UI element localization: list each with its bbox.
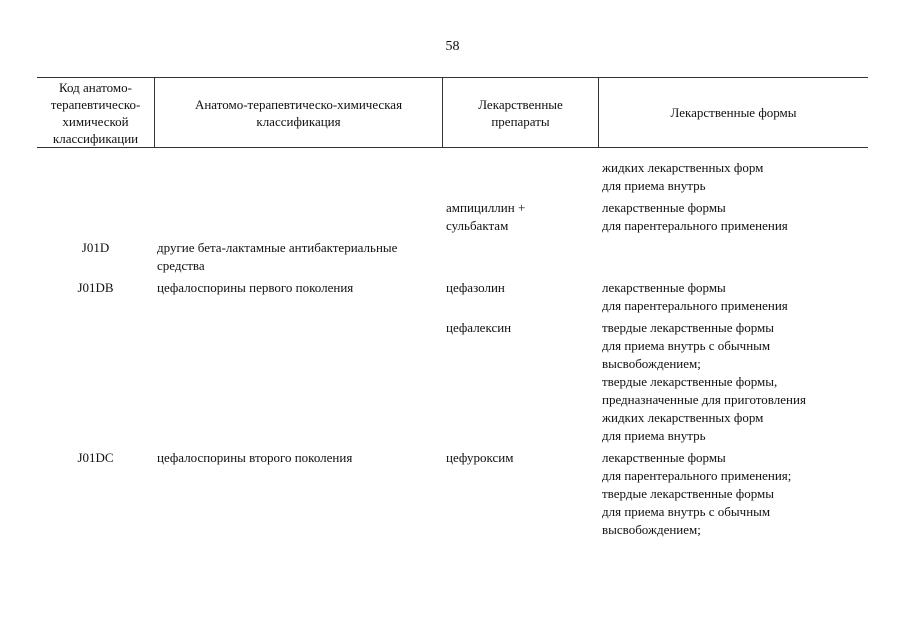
dosage-forms: лекарственные формы для парентерального применения — [602, 200, 788, 233]
header-code-label: Код анатомо- терапевтическо- химической классификации — [50, 79, 141, 146]
atc-classification: другие бета-лактамные антибактериальные средства — [157, 240, 398, 273]
header-classification — [155, 79, 442, 146]
drug-name: цефазолин — [446, 280, 505, 295]
header-classification-label: Анатомо-терапевтическо-химическая классификация — [194, 96, 403, 129]
dosage-forms: жидких лекарственных форм для приема внутрь — [602, 160, 764, 193]
header-forms-label: Лекарственные формы — [670, 105, 797, 120]
table-header-bottom-rule — [37, 147, 868, 148]
dosage-forms: лекарственные формы для парентерального применения — [602, 280, 788, 313]
atc-code: J01DC — [77, 450, 114, 465]
drug-name: цефалексин — [446, 320, 512, 335]
table-body — [37, 159, 868, 539]
dosage-forms: лекарственные формы для парентерального применения; твердые лекарственные формы для приема внутрь с обычным высвобождением; — [602, 450, 792, 537]
header-code — [37, 79, 154, 146]
atc-classification: цефалоспорины первого поколения — [157, 280, 354, 295]
table-header-top-rule — [37, 77, 868, 78]
atc-code: J01DB — [77, 280, 114, 295]
header-drugs-label: Лекарственные препараты — [478, 96, 563, 129]
header-drugs — [443, 79, 598, 146]
table-row — [37, 449, 868, 539]
table-row — [37, 279, 868, 315]
table-row — [37, 239, 868, 275]
drug-name: ампициллин + сульбактам — [446, 200, 526, 233]
table-row — [37, 159, 868, 195]
atc-classification: цефалоспорины второго поколения — [157, 450, 353, 465]
dosage-forms: твердые лекарственные формы для приема внутрь с обычным высвобождением; твердые лекарственные формы, предназначенные для приготовления жидких лекарственных форм для приема внутрь — [602, 320, 806, 443]
atc-code: J01D — [81, 240, 110, 255]
drug-name: цефуроксим — [446, 450, 514, 465]
table-row — [37, 319, 868, 445]
table-row — [37, 199, 868, 235]
header-forms — [599, 79, 868, 146]
page-number: 58 — [445, 39, 460, 54]
